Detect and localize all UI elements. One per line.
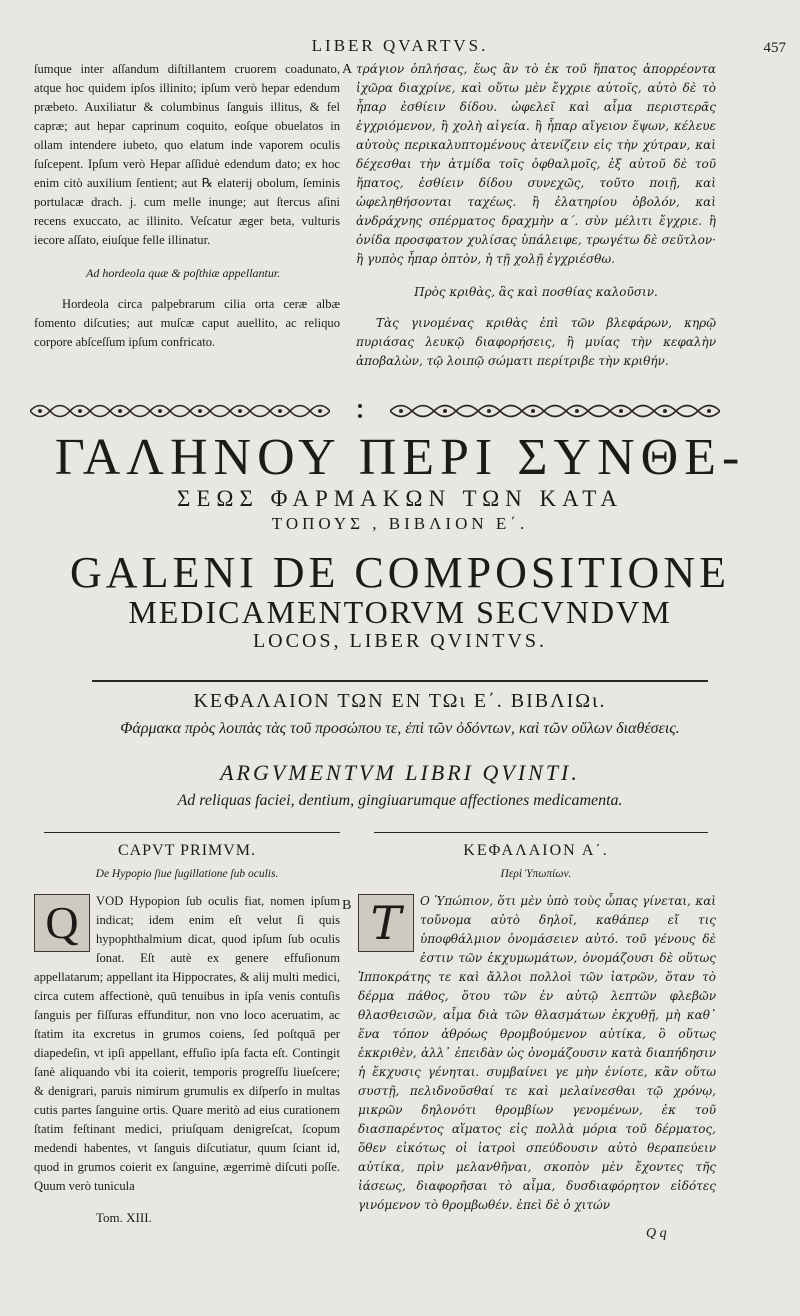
greek-title-line: ΣΕΩΣ ΦΑΡΜΑΚΩΝ ΤΩΝ ΚΑΤΑ [176, 486, 624, 511]
fleuron-ornament-icon [390, 400, 720, 422]
gathering-signature: Q q [646, 1226, 667, 1241]
chapter-subheading-greek: Περὶ Ὑπωπίων. [500, 868, 572, 880]
colon-ornament-icon [355, 400, 365, 422]
latin-paragraph: VOD Hypopion ſub oculis fiat, nomen ipſum indicat; idem enim eſt velut ſi quis hypophthalmium dicat, quod ipſum ſub oculis ſonat. Eſt autè ex genere effuſionum appellatarum; appellant ita Hippocrates, & alij multi medici, circa cutem affectionè, quū tenuibus in ipſa venis contuſis ſanguis per fiſſuras effunditur, non vno loco aceruatim, ac ſtatim ita excretus in grumos coiens, ſed poſtquā per diapedeſin, vt ipſi appellant, effuſio ipſa facta eſt. Contingit ſanè aliquando vbi ita coierit, temporis progreſſu liueſcere; & denigrari, paruis nimirum grumulis ex diſperſo in multas cutis partes ſanguine ortis. Quare meritò ad eius curationem ſtatim feſtinant medici, priuſquam denigreſcat, ſcopum medendi habentes, vt ſanguis diſcutiatur, quum ſciant id, quod in grumos coierit ex ſanguine, ægerrimè diſcuti poſſe. Quum verò tunicula [34, 894, 340, 1193]
latin-paragraph: Hordeola circa palpebrarum cilia orta ceræ albæ fomento diſcuties; aut muſcæ caput auellito, ac reliquo corpore abſceſſum ipſum confricato. [34, 297, 340, 349]
divider-rule [374, 832, 708, 833]
greek-title-line: ΤΟΠΟΥΣ , ΒΙΒΛΙΟΝ Ε΄. [271, 514, 529, 533]
divider-rule [92, 680, 708, 682]
decorated-initial: Q [34, 894, 90, 952]
latin-title-line: LOCOS, LIBER QVINTVS. [252, 630, 548, 652]
argument-heading: ARGVMENTVM LIBRI QVINTI. [220, 760, 580, 785]
volume-signature: Tom. XIII. [96, 1210, 152, 1225]
page-number: 457 [763, 40, 786, 56]
fleuron-ornament-icon [30, 400, 330, 422]
latin-subheading: Ad hordeola quæ & poſthiæ appellantur. [86, 266, 281, 280]
latin-title-line: MEDICAMENTORVM SECVNDVM [128, 594, 672, 630]
latin-paragraph: ſumque inter aſſandum diſtillantem cruorem coadunato, atque hoc quidem ipſos illinito; ipſum verò hepar edendum præbeto. Auxiliatur & columbinus ſanguis illitus, & fel capræ; aut hepar caprinum coquito, eoſque obuelatos in ollam intendere iubeto, quo elatum inde vaporem oculis ſuſcepent. Ipſum verò Hepar aſſiduè edendum dato; ex hoc enim citò auxilium ſentient; aut ℞ elaterij obolum, ſeminis portulacæ drach. j. cum melle inunge; aut ſtercus aſini recens exuccato, ac illinito. Veſcatur æger beta, vulturis iecore aſſato, eiuſque felle illinatur. [34, 62, 340, 247]
chapter-subheading-latin: De Hypopio ſiue ſugillatione ſub oculis. [95, 868, 279, 880]
argument-text: Ad reliquas faciei, dentium, gingiuarumque affectiones medicamenta. [177, 792, 623, 809]
greek-column-top [356, 60, 716, 371]
contents-heading: ΚΕΦΑΛΑΙΟΝ ΤΩΝ ΕΝ ΤΩι Ε΄. ΒΙΒΛΙΩι. [193, 690, 607, 712]
ornamental-band [30, 398, 720, 424]
greek-subheading: Πρὸς κριθὰς, ἃς καὶ ποσθίας καλοῦσιν. [414, 285, 658, 299]
margin-letter: A [342, 62, 353, 77]
decorated-initial: Τ [358, 894, 414, 952]
running-head: LIBER QVARTVS. [311, 36, 489, 55]
contents-greek-text: Φάρμακα πρὸς λοιπὰς τὰς τοῦ προσώπου τε, ἐπὶ τῶν ὀδόντων, καὶ τῶν οὔλων διαθέσεις. [120, 720, 680, 737]
latin-column-top [34, 60, 340, 352]
chapter-heading-latin: CAPVT PRIMVM. [117, 842, 257, 859]
latin-title-line: GALENI DE COMPOSITIONE [70, 548, 730, 597]
greek-title-line: ΓΑΛΗΝΟΥ ΠΕΡΙ ΣΥΝΘΕ- [54, 429, 746, 486]
greek-column-bottom [358, 892, 716, 1215]
greek-paragraph: τράγιον ὀπλήσας, ἕως ἂν τὸ ἐκ τοῦ ἥπατος ἀπορρέοντα ἰχῶρα διαχρίνε, καὶ οὕτω μὲν ἔγχριε αὐτοῖς, αὐτὸ δὲ τὸ ἧπαρ ἐσθίειν δίδου. ὠφελεῖ καὶ αἷμα περιστερᾶς ἐγχριόμενον, ἢ χολὴ αἰγεία. ἢ ἧπαρ αἴγειον ἕψων, κέλευε αὐτοὺς περικαλυπτομένους ἀτενίζειν εἰς τὴν χύτραν, καὶ δέχεσθαι τὴν ἀτμίδα τοῖς ὀφθαλμοῖς, ἐξ αὐτοῦ δὲ τοῦ ἥπατος, ἐσθίειν δίδου συνεχῶς, τοῦτο ποιῇ, καὶ ὠφεληθήσονται ταχέως. ἢ ἐλατηρίου ὀβολόν, καὶ ἀνδράχνης σπέρματος δραχμὴν α΄. σὺν μέλιτι ἔγχριε. ἢ ὀνίδα προσφατον χυλίσας ὑπάλειφε, τρωγέτω δὲ σεῦτλον· ἢ γυπὸς ἧπαρ ὀπτὸν, ἡ τῇ χολῇ ἐγχριέσθω. [356, 62, 716, 266]
greek-paragraph: Τὰς γινομένας κριθὰς ἐπὶ τῶν βλεφάρων, κηρῷ πυριάσας λευκῷ διαφορήσεις, ἢ μυίας τὴν κεφαλὴν ἀποβαλὼν, τῷ λοιπῷ σώματι περίτριβε τὴν κριθήν. [356, 316, 716, 368]
margin-letter: B [342, 898, 352, 913]
latin-column-bottom [34, 892, 340, 1196]
chapter-heading-greek: ΚΕΦΑΛΑΙΟΝ Α΄. [463, 842, 609, 859]
greek-paragraph: Ο Ὑπώπιον, ὅτι μὲν ὑπὸ τοὺς ὦπας γίνεται, καὶ τοὔνομα αὐτὸ δηλοῖ, καθάπερ εἴ τις ὑποφθάλμιον ὀνομάσειεν αὐτό. τοῦ γένους δὲ ἐστιν τῶν ἐκχυμωμάτων, ὀνομάζουσι δὲ οὕτως Ἱπποκράτης τε καὶ ἄλλοι πολλοὶ τῶν ἰατρῶν, ὅταν τὸ δέρμα πάθος, ὅτου τῶν ἐν αὐτῷ λεπτῶν φλεβῶν θλασθεισῶν, αἷμα διὰ τῶν θλασμάτων ἐκχυθῇ, μὴ καθ᾽ ἕνα τόπον ἀθρόως θρομβούμενον αὐτίκα, ὃ οὕτως ἐκκριθὲν, ἀλλ᾽ ἐπειδὰν ὡς ὀνομάζουσιν κατὰ διαπήδησιν ἡ ἔκχυσις γένηται. συμβαίνει γε μὴν ἐνίοτε, κἂν οὕτω συστῇ, πελιδνοῦσθαί τε καὶ μελαίνεσθαι τῷ χρόνῳ, μικρῶν δηλονότι θρομβίων γενομένων, ἐκ τοῦ διασπαρέντος αἵματος εἰς πολλὰ μόρια τοῦ δέρματος, ὅθεν εἰκότως οἱ ἰατροὶ σπεύδουσιν αὐτὸ θεραπεύειν αὐτίκα, πρὶν μελανθῆναι, σκοπὸν μὲν ἔχοντες τῆς ἰάσεως, διαφορῆσαι τὸ αἷμα, δυσδιαφόρητον εἰδότες γινόμενον τὸ θρομβωθέν. ἐπεὶ δὲ ὁ χιτών [358, 894, 716, 1212]
divider-rule [44, 832, 340, 833]
